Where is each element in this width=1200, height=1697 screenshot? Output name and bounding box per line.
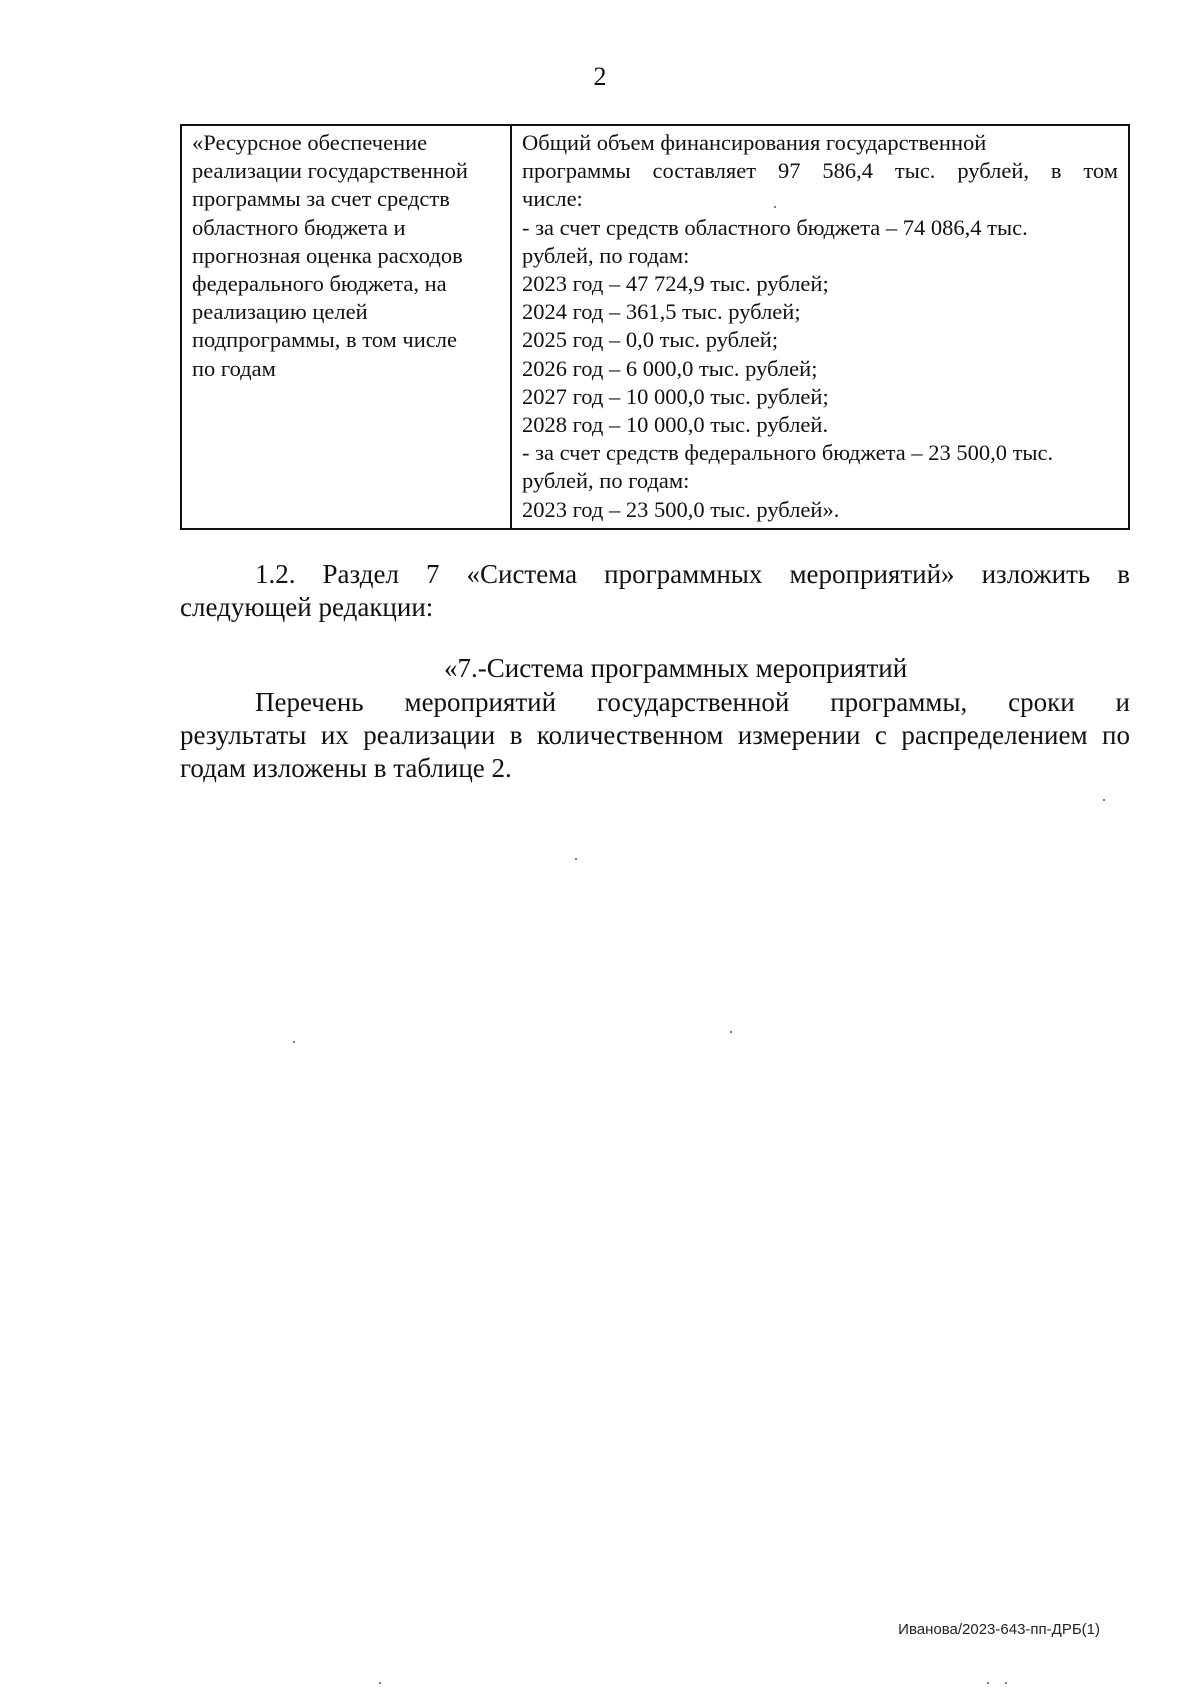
paragraph-line: 1.2. Раздел 7 «Система программных мероприятий» изложить в [255,559,1130,589]
scan-speck [730,1031,732,1033]
page-number: 2 [593,62,607,91]
cell-line: реализацию целей [192,299,368,325]
cell-line: «Ресурсное обеспечение [192,130,428,155]
cell-line: Общий объем финансирования государственной [522,130,987,155]
paragraph-line: результаты их реализации в количественном измерении с распределением по [180,720,1130,750]
cell-line: реализации государственной [192,158,468,184]
scan-speck [987,1682,989,1684]
cell-line: 2024 год – 361,5 тыс. рублей; [522,299,801,325]
section-7-title: «7.-Система программных мероприятий [444,653,908,683]
scan-speck [1005,1682,1007,1684]
cell-line: федерального бюджета, на [192,271,447,297]
cell-line: - за счет средств областного бюджета – 74 086,4 тыс. [522,214,1028,240]
cell-line: рублей, по годам: [522,242,690,268]
cell-line: 2025 год – 0,0 тыс. рублей; [522,327,779,353]
cell-line: прогнозная оценка расходов [192,242,463,268]
cell-line: по годам [192,355,276,381]
cell-line: 2028 год – 10 000,0 тыс. рублей. [522,412,829,438]
section-7-paragraph [180,686,1130,785]
cell-line: 2027 год – 10 000,0 тыс. рублей; [522,383,829,409]
scan-speck [1103,799,1105,801]
scan-speck [293,1041,295,1043]
table-cell-value [511,125,1129,529]
cell-line: областного бюджета и [192,214,406,240]
table-cell-label [181,125,511,529]
paragraph-line: годам изложены в таблице 2. [180,753,512,783]
table-row [181,125,1129,529]
document-code: Иванова/2023-643-пп-ДРБ(1) [898,1621,1100,1638]
cell-line: 2023 год – 23 500,0 тыс. рублей». [522,496,840,522]
scan-speck [575,858,577,860]
paragraph-line: следующей редакции: [180,592,434,622]
cell-line: - за счет средств федерального бюджета – 23 500,0 тыс. [522,440,1054,466]
cell-line: программы составляет 97 586,4 тыс. рублей, в том [522,158,1118,184]
cell-line: 2023 год – 47 724,9 тыс. рублей; [522,271,829,297]
cell-line: подпрограммы, в том числе [192,327,457,353]
paragraph-line: Перечень мероприятий государственной программы, сроки и [255,687,1130,717]
resource-table [180,124,1130,530]
cell-line: числе: [522,186,583,212]
cell-line: 2026 год – 6 000,0 тыс. рублей; [522,355,818,381]
cell-line: рублей, по годам: [522,468,690,494]
scan-speck [774,206,776,208]
cell-line: программы за счет средств [192,186,450,212]
scan-speck [379,1682,381,1684]
paragraph-1-2 [180,558,1130,624]
